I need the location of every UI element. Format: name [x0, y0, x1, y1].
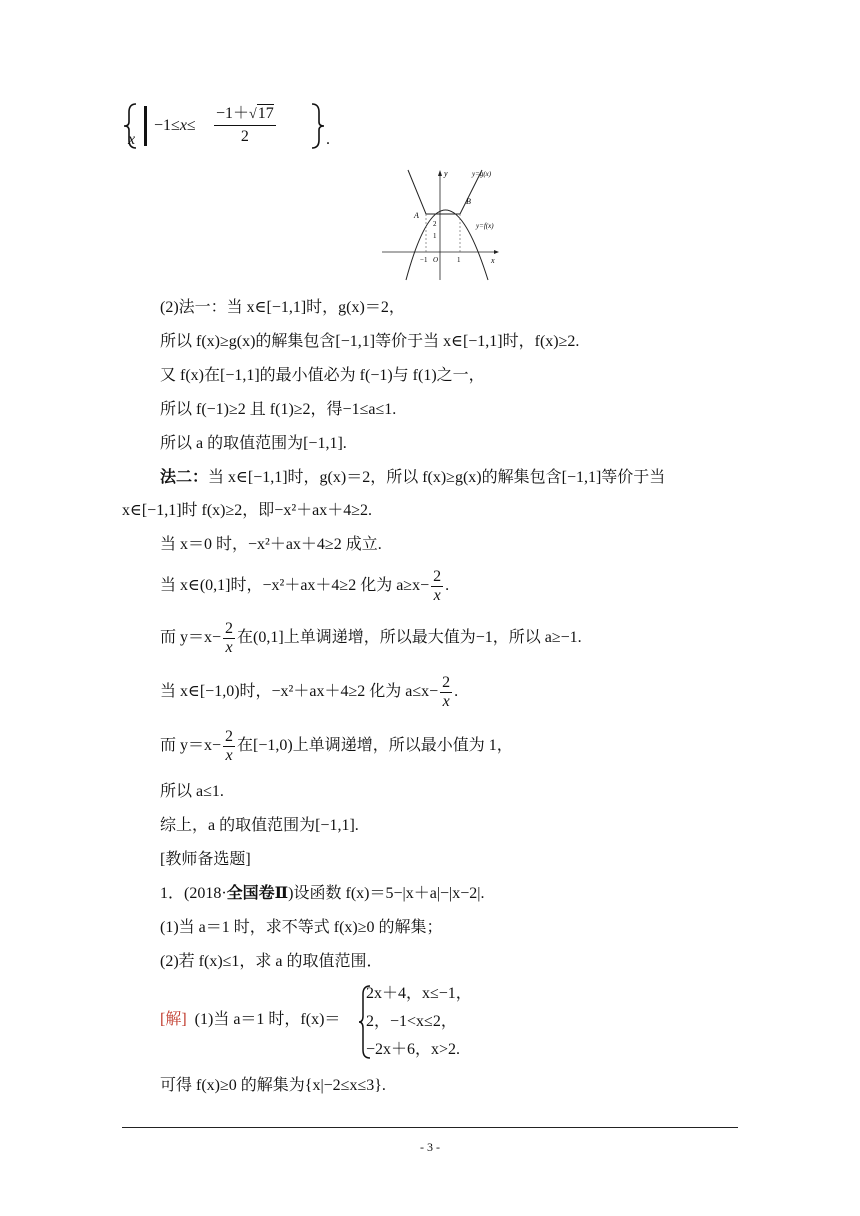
text-line: (1)当 a＝1 时，求不等式 f(x)≥0 的解集； — [160, 919, 443, 936]
label-y: y — [444, 169, 448, 178]
right-brace — [310, 100, 326, 152]
fraction: $\frac{2}{x}$ — [225, 727, 234, 764]
page-number: - 3 - — [420, 1140, 440, 1154]
text-line: (2)若 f(x)≤1，求 a 的取值范围． — [160, 953, 383, 970]
set-bar — [144, 106, 147, 146]
label-one-x: 1 — [457, 256, 461, 264]
y-axis-arrow — [438, 170, 442, 176]
section-heading: [教师备选题] — [160, 851, 251, 868]
piecewise-case: 2x＋4，x≤−1， — [366, 985, 472, 1002]
set-condition: −1≤x≤ — [154, 117, 196, 134]
text-line: 当 x＝0 时，−x²＋ax＋4≥2 成立. — [160, 536, 382, 553]
text-line: 所以 f(−1)≥2 且 f(1)≥2，得−1≤a≤1. — [160, 401, 397, 418]
text-line: 而 y＝x− $\frac{2}{x}$ 在[−1,0)上单调递增，所以最小值为 1， — [160, 727, 513, 764]
text-line — [160, 468, 665, 488]
set-variable: x — [128, 131, 136, 148]
method-two-text: 当 x∈[−1,1]时，g(x)＝2，所以 f(x)≥g(x)的解集包含[−1,1]等价于当 — [208, 469, 666, 486]
x-axis-arrow — [494, 250, 499, 254]
text-line: 所以 a 的取值范围为[−1,1]. — [160, 435, 347, 452]
label-x: x — [491, 256, 495, 265]
piecewise-case: −2x＋6，x>2. — [366, 1041, 461, 1058]
label-g: y=g(x) — [472, 170, 492, 178]
text-line: 可得 f(x)≥0 的解集为{x|−2≤x≤3}. — [160, 1077, 386, 1094]
label-origin: O — [433, 256, 439, 264]
text-line: 当 x∈(0,1]时，−x²＋ax＋4≥2 化为 a≥x− $\frac{2}{x}$ . — [160, 567, 450, 604]
text-line: 1．(2018·全国卷Ⅱ)设函数 f(x)＝5−|x＋a|−|x−2|. — [160, 885, 485, 902]
text-line: 所以 a≤1. — [160, 783, 224, 800]
set-fraction: −1＋√17 2 — [216, 105, 274, 145]
set-period: . — [326, 131, 330, 148]
solution-set-expression — [122, 100, 342, 152]
text-line: 又 f(x)在[−1,1]的最小值必为 f(−1)与 f(1)之一， — [160, 367, 485, 384]
fraction: $\frac{2}{x}$ — [225, 619, 234, 656]
label-B: B — [466, 197, 471, 206]
piecewise-case: 2，−1<x≤2， — [366, 1013, 457, 1030]
text-line: 综上，a 的取值范围为[−1,1]. — [160, 817, 359, 834]
text-line: [解] (1)当 a＝1 时，f(x)＝ — [160, 1011, 341, 1028]
text-line: x∈[−1,1]时 f(x)≥2，即−x²＋ax＋4≥2. — [122, 502, 372, 519]
exam-source: 全国卷Ⅱ — [226, 885, 289, 902]
text-line: 当 x∈[−1,0)时，−x²＋ax＋4≥2 化为 a≤x− $\frac{2}{x}$ . — [160, 673, 459, 710]
text-line: 而 y＝x− $\frac{2}{x}$ 在(0,1]上单调递增，所以最大值为−1，所以 a≥−1. — [160, 619, 582, 656]
solution-tag: [解] — [160, 1011, 187, 1028]
fraction: $\frac{2}{x}$ — [433, 567, 442, 604]
footer-rule — [122, 1127, 738, 1128]
function-graph — [378, 168, 502, 282]
label-f: y=f(x) — [476, 222, 494, 230]
label-one-y: 1 — [433, 232, 437, 240]
text-line: 所以 f(x)≥g(x)的解集包含[−1,1]等价于当 x∈[−1,1]时，f(x)≥2. — [160, 333, 580, 350]
method-two-label: 法二： — [160, 469, 209, 486]
label-two: 2 — [433, 220, 437, 228]
fraction: $\frac{2}{x}$ — [442, 673, 451, 710]
label-A: A — [414, 211, 419, 220]
f-curve — [406, 210, 488, 280]
text-line: (2)法一：当 x∈[−1,1]时，g(x)＝2， — [160, 299, 405, 316]
label-neg-one: −1 — [420, 256, 428, 264]
